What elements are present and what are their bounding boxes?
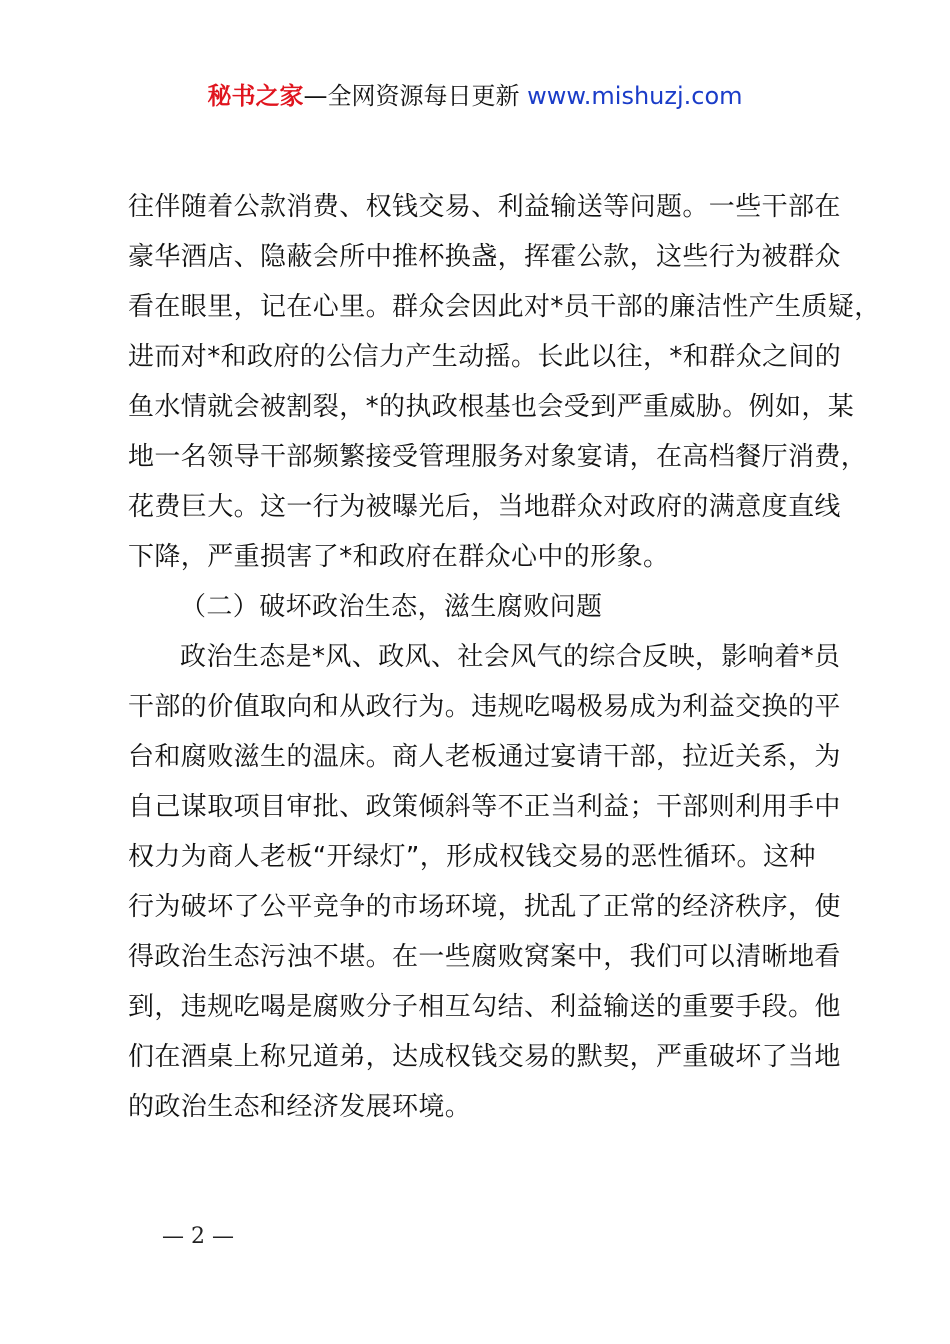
paragraph-1-line: 花费巨大。这一行为被曝光后，当地群众对政府的满意度直线	[128, 492, 841, 522]
paragraph-2-line: 台和腐败滋生的温床。商人老板通过宴请干部，拉近关系，为	[128, 742, 841, 772]
paragraph-2-line: 自己谋取项目审批、政策倾斜等不正当利益；干部则利用手中	[128, 792, 841, 822]
paragraph-1-line: 鱼水情就会被割裂，*的执政根基也会受到严重威胁。例如，某	[128, 392, 855, 422]
paragraph-2-line: 干部的价值取向和从政行为。违规吃喝极易成为利益交换的平	[128, 692, 841, 722]
paragraph-2-line: 权力为商人老板“开绿灯”，形成权钱交易的恶性循环。这种	[128, 842, 816, 872]
site-tagline: —全网资源每日更新	[303, 82, 520, 110]
page-number: — 2 —	[162, 1224, 234, 1249]
paragraph-2-line: 得政治生态污浊不堪。在一些腐败窝案中，我们可以清晰地看	[128, 942, 841, 972]
document-body	[128, 182, 881, 1132]
paragraph-1-line: 进而对*和政府的公信力产生动摇。长此以往，*和群众之间的	[128, 342, 842, 372]
paragraph-1-line: 地一名领导干部频繁接受管理服务对象宴请，在高档餐厅消费，	[128, 442, 868, 472]
paragraph-2-line: 政治生态是*风、政风、社会风气的综合反映，影响着*员	[180, 642, 841, 672]
paragraph-2-line: 的政治生态和经济发展环境。	[128, 1092, 472, 1122]
paragraph-1-line: 下降，严重损害了*和政府在群众心中的形象。	[128, 542, 670, 572]
paragraph-2-line: 行为破坏了公平竞争的市场环境，扰乱了正常的经济秩序，使	[128, 892, 841, 922]
site-url-link[interactable]: www.mishuzj.com	[527, 82, 743, 110]
paragraph-1-line: 往伴随着公款消费、权钱交易、利益输送等问题。一些干部在	[128, 192, 841, 222]
section-heading: （二）破坏政治生态，滋生腐败问题	[180, 592, 603, 622]
site-brand: 秘书之家	[207, 82, 304, 110]
paragraph-2-line: 们在酒桌上称兄道弟，达成权钱交易的默契，严重破坏了当地	[128, 1042, 841, 1072]
paragraph-1-line: 看在眼里，记在心里。群众会因此对*员干部的廉洁性产生质疑，	[128, 292, 881, 322]
paragraph-1-line: 豪华酒店、隐蔽会所中推杯换盏，挥霍公款，这些行为被群众	[128, 242, 841, 272]
paragraph-2-line: 到，违规吃喝是腐败分子相互勾结、利益输送的重要手段。他	[128, 992, 841, 1022]
site-header	[0, 78, 950, 114]
